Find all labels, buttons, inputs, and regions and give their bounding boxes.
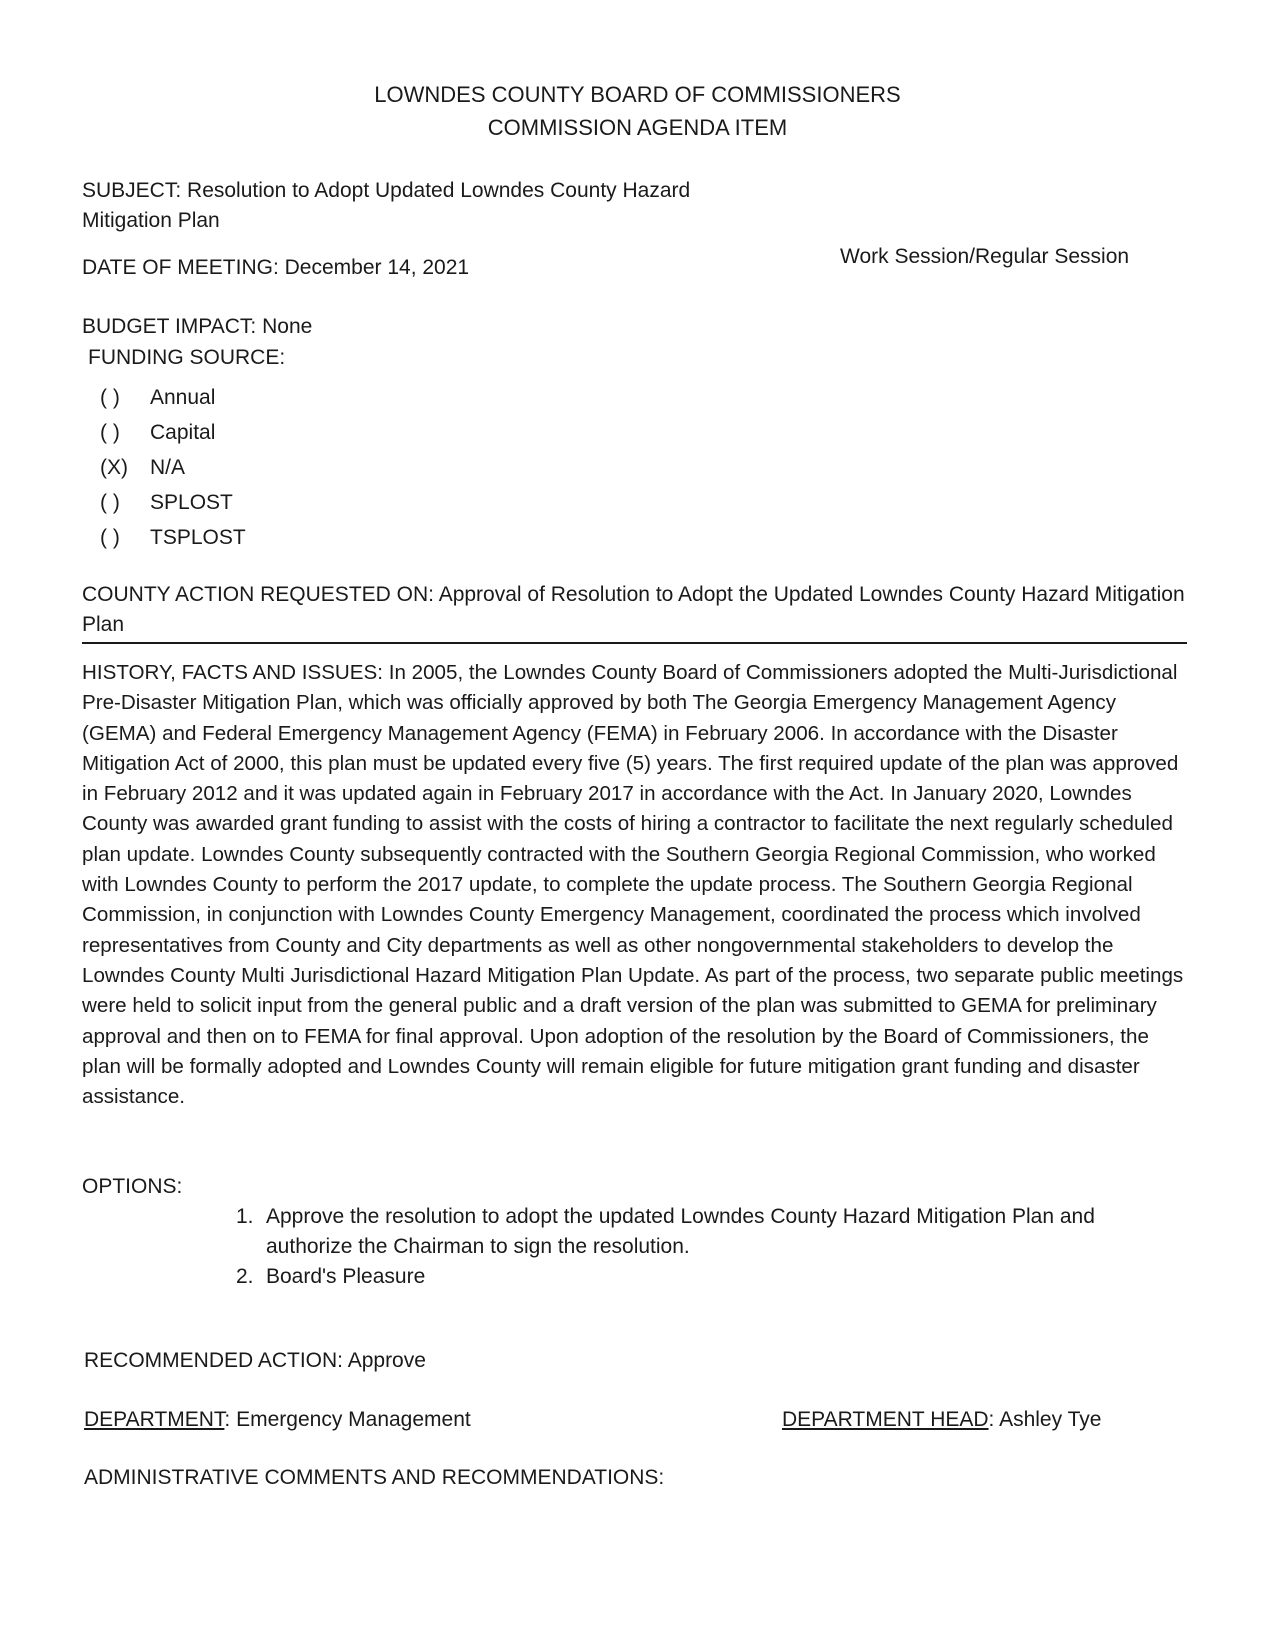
funding-option [100, 485, 246, 520]
meeting-date [82, 253, 469, 283]
funding-option [100, 380, 246, 415]
options-label: OPTIONS: [82, 1175, 183, 1198]
session-type: Work Session/Regular Session [840, 245, 1130, 268]
department-head [782, 1405, 1101, 1435]
funding-option-label: SPLOST [150, 491, 233, 514]
subject-label: SUBJECT: [82, 179, 182, 202]
recommended-action [84, 1346, 426, 1376]
header-subtitle: COMMISSION AGENDA ITEM [487, 115, 788, 140]
meeting-date-value: December 14, 2021 [284, 256, 470, 279]
budget-impact [82, 312, 312, 342]
option-text: Board's Pleasure [266, 1265, 426, 1288]
funding-option-label: TSPLOST [150, 526, 246, 549]
history-facts-issues [82, 658, 1192, 1112]
department-head-value: Ashley Tye [999, 1408, 1102, 1431]
history-label: HISTORY, FACTS AND ISSUES: [82, 661, 383, 684]
funding-checkbox-mark: ( ) [100, 386, 120, 409]
recommended-value: Approve [347, 1349, 426, 1372]
funding-option [100, 415, 246, 450]
department-label: DEPARTMENT [84, 1408, 225, 1431]
history-text: In 2005, the Lowndes County Board of Commissioners adopted the Multi-Jurisdictional Pre-Disaster Mitigation Plan, which was officially approved by both The Georgia Emergency Management Agency (GEMA) and Federal Emergency Management Agency (FEMA) in February 2006. In accordance with the Disaster Mitigation Act of 2000, this plan must be updated every five (5) years. The first required update of the plan was approved in February 2012 and it was updated again in February 2017 in accordance with the Act. In January 2020, Lowndes County was awarded grant funding to assist with the costs of hiring a contractor to facilitate the next regularly scheduled plan update. Lowndes County subsequently contracted with the Southern Georgia Regional Commission, who worked with Lowndes County to perform the 2017 update, to complete the update process. The Southern Georgia Regional Commission, in conjunction with Lowndes County Emergency Management, coordinated the process which involved representatives from County and City departments as well as other nongovernmental stakeholders to develop the Lowndes County Multi Jurisdictional Hazard Mitigation Plan Update. As part of the process, two separate public meetings were held to solicit input from the general public and a draft version of the plan was submitted to GEMA for preliminary approval and then on to FEMA for final approval. Upon adoption of the resolution by the Board of Commissioners, the plan will be formally adopted and Lowndes County will remain eligible for future mitigation grant funding and disaster assistance. [82, 661, 1184, 1109]
department-head-colon: : [988, 1408, 995, 1431]
header-title: LOWNDES COUNTY BOARD OF COMMISSIONERS [374, 82, 901, 107]
funding-source-label: FUNDING SOURCE: [88, 346, 286, 369]
department [84, 1405, 471, 1435]
subject-value: Resolution to Adopt Updated Lowndes County Hazard Mitigation Plan [82, 179, 691, 232]
option-item [236, 1262, 1186, 1292]
action-label: COUNTY ACTION REQUESTED ON: [82, 583, 434, 606]
recommended-label: RECOMMENDED ACTION: [84, 1349, 344, 1372]
option-number: 2. [236, 1265, 254, 1288]
funding-checkbox-mark: (X) [100, 456, 128, 479]
funding-option-label: N/A [150, 456, 186, 479]
funding-option-label: Capital [150, 421, 216, 444]
administrative-comments-label: ADMINISTRATIVE COMMENTS AND RECOMMENDATIONS: [84, 1466, 665, 1489]
budget-label: BUDGET IMPACT: [82, 315, 257, 338]
funding-option [100, 520, 246, 555]
option-text: Approve the resolution to adopt the updated Lowndes County Hazard Mitigation Plan and authorize the Chairman to sign the resolution. [266, 1205, 1095, 1258]
action-value: Approval of Resolution to Adopt the Updated Lowndes County Hazard Mitigation Plan [82, 583, 1185, 636]
department-head-label: DEPARTMENT HEAD [782, 1408, 989, 1431]
department-colon: : [224, 1408, 231, 1431]
funding-checkbox-mark: ( ) [100, 421, 120, 444]
budget-value: None [262, 315, 313, 338]
funding-checkbox-mark: ( ) [100, 526, 120, 549]
options-list [236, 1202, 1186, 1292]
document-header [0, 78, 1275, 144]
meeting-date-label: DATE OF MEETING: [82, 256, 279, 279]
funding-source-list [100, 380, 246, 555]
funding-checkbox-mark: ( ) [100, 491, 120, 514]
county-action-requested [82, 580, 1187, 644]
department-value: Emergency Management [236, 1408, 471, 1431]
funding-option [100, 450, 246, 485]
subject-section [82, 176, 782, 236]
option-item [236, 1202, 1186, 1262]
funding-option-label: Annual [150, 386, 216, 409]
option-number: 1. [236, 1205, 254, 1228]
